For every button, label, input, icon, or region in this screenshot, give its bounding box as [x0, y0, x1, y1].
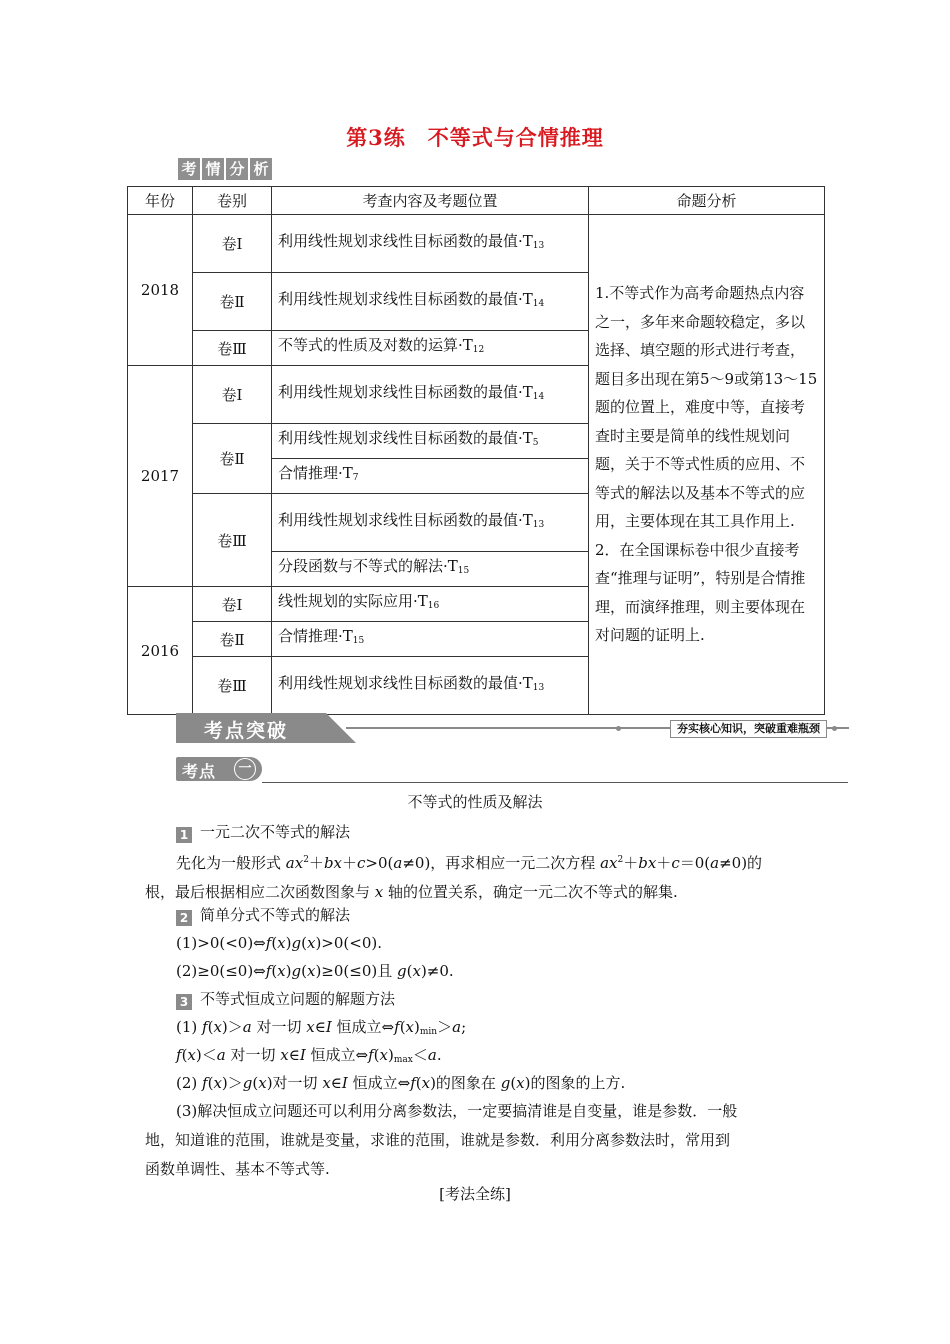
content-cell: 不等式的性质及对数的运算$\cdot T_{12}$: [272, 331, 589, 366]
header-year: 年份: [128, 187, 193, 215]
dot-icon: [616, 726, 621, 731]
year-cell: 2017: [128, 366, 193, 587]
content-cell: 线性规划的实际应用$\cdot T_{16}$: [272, 587, 589, 622]
content-cell: 利用线性规划求线性目标函数的最值$\cdot T_{14}$: [272, 273, 589, 331]
badge-char: 情: [202, 158, 224, 180]
paper-cell: 卷Ⅰ: [193, 366, 272, 424]
paper-cell: 卷Ⅲ: [193, 331, 272, 366]
content-cell: 利用线性规划求线性目标函数的最值$\cdot T_{14}$: [272, 366, 589, 424]
paper-cell: 卷Ⅰ: [193, 215, 272, 273]
banner-tagline: 夯实核心知识，突破重难瓶颈: [670, 720, 827, 738]
paper-cell: 卷Ⅰ: [193, 587, 272, 622]
paper-cell: 卷Ⅱ: [193, 424, 272, 494]
badge-char: 分: [226, 158, 248, 180]
paragraph: (2) f(x)＞g(x)对一切 x∈I 恒成立⇔f(x)的图象在 g(x)的图象的上方.: [176, 1074, 626, 1092]
kaodian-header: [176, 757, 848, 783]
kaodian-label: 考点: [182, 762, 217, 781]
kaoqing-badge: [178, 158, 272, 180]
paper-cell: 卷Ⅲ: [193, 494, 272, 587]
year-cell: 2016: [128, 587, 193, 715]
analysis-point-2: 2．在全国课标卷中很少直接考查“推理与证明”，特别是合情推理，而演绎推理，则主要体现在对问题的证明上.: [595, 540, 806, 645]
badge-char: 考: [178, 158, 200, 180]
dot-icon: [832, 726, 837, 731]
paragraph: (3)解决恒成立问题还可以利用分离参数法，一定要搞清谁是自变量，谁是参数．一般 地，知道谁的范围，谁就是变量，求谁的范围，谁就是参数．利用分离参数法时，常用到 函数单调性、基本不等式等.: [145, 1102, 738, 1178]
content-cell: 利用线性规划求线性目标函数的最值$\cdot T_{13}$: [272, 215, 589, 273]
practice-label: [考法全练]: [439, 1185, 511, 1203]
content-cell: 利用线性规划求线性目标函数的最值$\cdot T_{13}$: [272, 657, 589, 715]
table-header-row: [128, 187, 825, 215]
paper-cell: 卷Ⅱ: [193, 622, 272, 657]
content-cell: 利用线性规划求线性目标函数的最值$\cdot T_{13}$: [272, 494, 589, 552]
item-heading-3: 3 不等式恒成立问题的解题方法: [176, 985, 395, 1014]
kaodian-number: 一: [234, 758, 256, 780]
analysis-cell: [589, 215, 825, 715]
year-cell: 2018: [128, 215, 193, 366]
header-analysis: 命题分析: [589, 187, 825, 215]
paragraph: (1)>0(<0)⇔f(x)g(x)>0(<0).: [176, 934, 382, 952]
paragraph: 先化为一般形式 $ax^2+bx+c>0(a\ne 0)$，再求相应一元二次方程 $ax^2+bx+c=0(a\ne 0)$的 根，最后根据相应二次函数图象与 x 轴的位置关系，确定一元二次不等式的解集.: [145, 854, 763, 901]
section-title: 不等式的性质及解法: [407, 793, 543, 811]
paper-cell: 卷Ⅱ: [193, 273, 272, 331]
header-content: 考查内容及考题位置: [272, 187, 589, 215]
table-row: [128, 215, 825, 273]
content-cell: 分段函数与不等式的解法$\cdot T_{15}$: [272, 552, 589, 587]
number-badge: 1: [176, 827, 192, 843]
badge-char: 析: [250, 158, 272, 180]
header-paper: 卷别: [193, 187, 272, 215]
content-cell: 合情推理$\cdot T_{15}$: [272, 622, 589, 657]
content-cell: 合情推理$\cdot T_7$: [272, 459, 589, 494]
analysis-point-1: 1.不等式作为高考命题热点内容之一，多年来命题较稳定，多以选择、填空题的形式进行考查，题目多出现在第5～9或第13～15题的位置上，难度中等，直接考查时主要是简单的线性规划问题，关于不等式性质的应用、不等式的解法以及基本不等式的应用，主要体现在其工具作用上.: [595, 284, 818, 531]
paragraph: (2)≥0(≤0)⇔f(x)g(x)≥0(≤0)且 g(x)≠0.: [176, 962, 454, 980]
item-heading-2: 2 简单分式不等式的解法: [176, 901, 350, 930]
paragraph: (1) f(x)＞a 对一切 x∈I 恒成立$\Leftrightarrow f(x)_{min}>a$;: [176, 1018, 467, 1037]
number-badge: 3: [176, 994, 192, 1010]
number-badge: 2: [176, 910, 192, 926]
paper-cell: 卷Ⅲ: [193, 657, 272, 715]
banner-title: 考点突破: [204, 720, 289, 742]
content-cell: 利用线性规划求线性目标函数的最值$\cdot T_5$: [272, 424, 589, 459]
paragraph: f(x)＜a 对一切 x∈I 恒成立$\Leftrightarrow f(x)_{max}<a$.: [176, 1046, 442, 1065]
kaodian-rule: [262, 782, 848, 783]
exam-analysis-table: [127, 186, 825, 715]
item-heading-1: 1 一元二次不等式的解法: [176, 818, 350, 847]
page-title: 第3练 不等式与合情推理: [346, 125, 604, 150]
kaodian-tupo-banner: [176, 713, 849, 743]
